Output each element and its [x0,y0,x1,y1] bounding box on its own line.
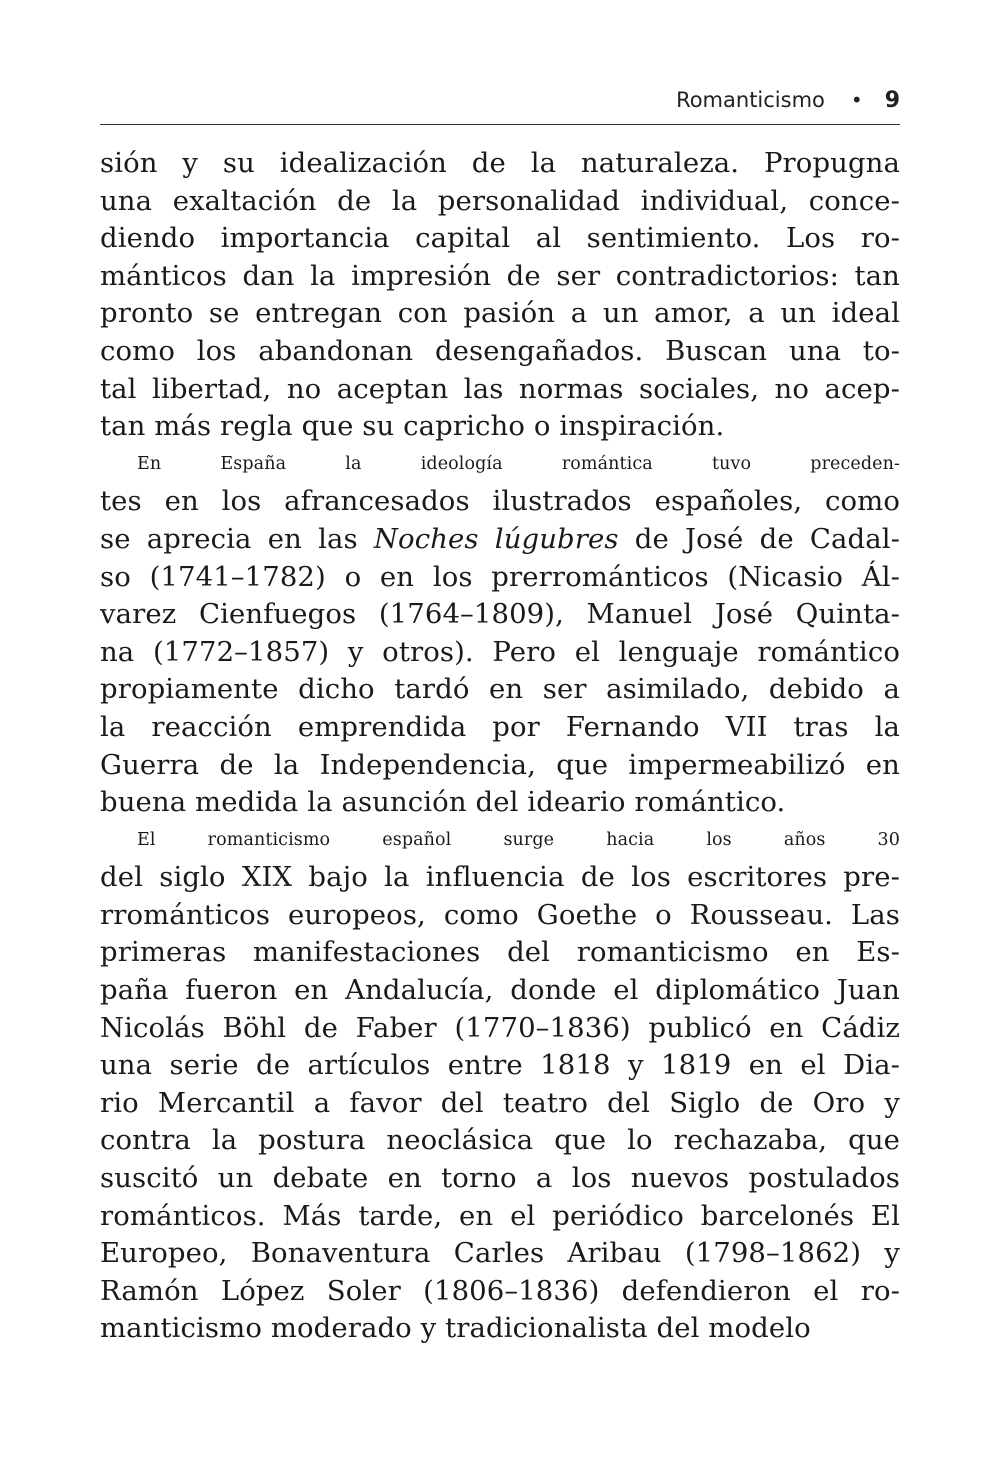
text-line: románticos. Más tarde, en el periódico barcelonés El [100,1199,900,1232]
text-line: propiamente dicho tardó en ser asimilado, debido a [100,673,900,706]
text-line: buena medida la asunción del ideario romántico. [100,786,786,819]
running-header [100,80,900,120]
text-line: Guerra de la Independencia, que impermeabilizó en [100,748,900,781]
text-line: mánticos dan la impresión de ser contradictorios: tan [100,259,900,292]
text-line: tes en los afrancesados ilustrados españoles, como [100,485,900,518]
text-line: pronto se entregan con pasión a un amor, a un ideal [100,297,900,330]
header-separator: • [850,88,863,112]
paragraph [100,446,900,822]
text-line: sión y su idealización de la naturaleza. Propugna [100,147,900,179]
text-line: tal libertad, no aceptan las normas sociales, no acep- [100,372,900,405]
body-text [100,145,900,1348]
text-line: suscitó un debate en torno a los nuevos postulados [100,1162,900,1195]
text-line: tan más regla que su capricho o inspiración. [100,410,725,443]
text-line: varez Cienfuegos (1764–1809), Manuel José Quinta- [100,598,900,631]
text-line: del siglo XIX bajo la influencia de los escritores pre- [100,861,900,894]
paragraph [100,822,900,1348]
text-line: primeras manifestaciones del romanticismo en Es- [100,936,900,969]
text-line: Europeo, Bonaventura Carles Aribau (1798–1862) y [100,1237,900,1270]
text-line: so (1741–1782) o en los prerrománticos (Nicasio Ál- [100,560,900,593]
text-line: Nicolás Böhl de Faber (1770–1836) publicó en Cádiz [100,1011,900,1044]
header-rule [100,124,900,125]
text-line: manticismo moderado y tradicionalista del modelo [100,1312,811,1345]
text-line: como los abandonan desengañados. Buscan una to- [100,334,900,367]
page-number: 9 [884,87,900,113]
text-line: la reacción emprendida por Fernando VII tras la [100,710,900,743]
text-line: una exaltación de la personalidad individual, conce- [100,184,900,217]
text-line: rio Mercantil a favor del teatro del Siglo de Oro y [100,1086,900,1119]
text-line: una serie de artículos entre 1818 y 1819 en el Dia- [100,1049,900,1082]
text-line: Ramón López Soler (1806–1836) defendieron el ro- [100,1274,900,1307]
text-line: paña fueron en Andalucía, donde el diplomático Juan [100,974,900,1007]
text-line: El romanticismo español surge hacia los años 30 [137,829,900,850]
text-line: na (1772–1857) y otros). Pero el lenguaje romántico [100,635,900,668]
paragraph [100,145,900,446]
text-line: diendo importancia capital al sentimiento. Los ro- [100,222,900,255]
text-line: contra la postura neoclásica que lo rechazaba, que [100,1124,900,1157]
text-line: rrománticos europeos, como Goethe o Rousseau. Las [100,898,900,931]
text-line: se aprecia en las Noches lúgubres de José de Cadal- [100,522,901,555]
running-title: Romanticismo [676,88,825,112]
text-line: En España la ideología romántica tuvo preceden- [137,453,900,474]
